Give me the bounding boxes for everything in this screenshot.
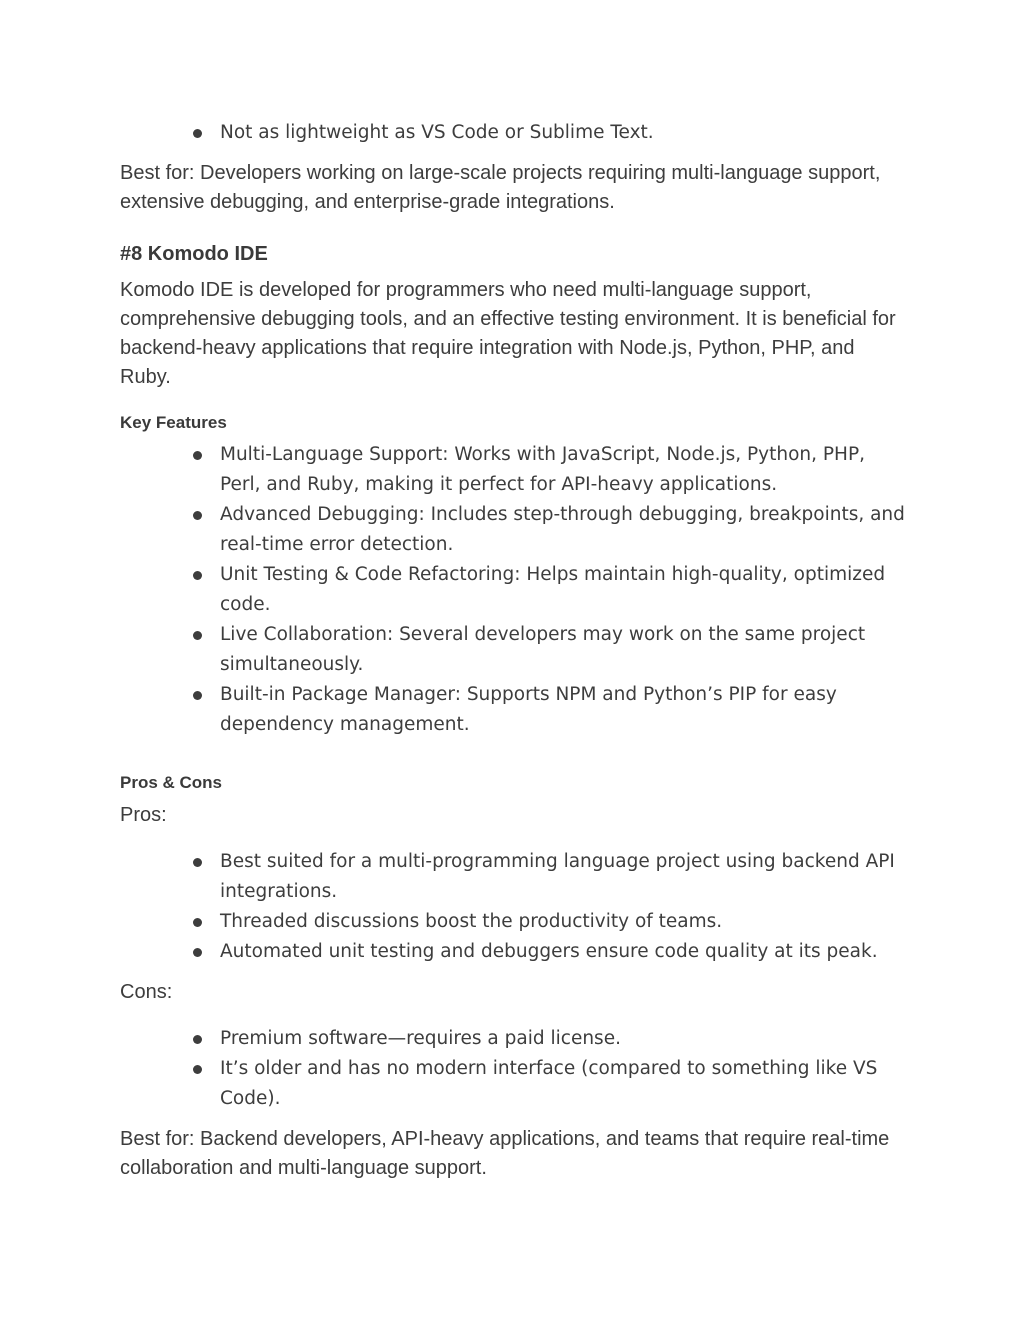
bullet-icon	[193, 948, 202, 957]
list-item	[0, 500, 910, 560]
list-item-text: Best suited for a multi-programming language project using backend API integrations.	[220, 851, 895, 902]
pros-list	[0, 847, 1024, 967]
list-item-text: Live Collaboration: Several developers may work on the same project simultaneously.	[220, 624, 866, 675]
list-item-text: Multi-Language Support: Works with JavaScript, Node.js, Python, PHP, Perl, and Ruby, making it perfect for API-heavy applications.	[220, 444, 866, 495]
list-item	[0, 560, 910, 620]
section-title: #8 Komodo IDE	[120, 243, 268, 265]
intro-paragraph: Komodo IDE is developed for programmers who need multi-language support, comprehensive debugging tools, and an effective testing environment. It is beneficial for backend-heavy applications that require integration with Node.js, Python, PHP, and Ruby.	[120, 279, 896, 388]
list-item	[0, 440, 910, 500]
list-item	[0, 1054, 910, 1114]
list-item	[0, 680, 910, 740]
key-features-heading: Key Features	[120, 413, 227, 432]
bullet-icon	[193, 631, 202, 640]
bullet-icon	[193, 858, 202, 867]
bullet-icon	[193, 1065, 202, 1074]
bullet-icon	[193, 571, 202, 580]
list-item	[0, 907, 910, 937]
list-item-text: Unit Testing & Code Refactoring: Helps maintain high-quality, optimized code.	[220, 564, 886, 615]
list-item-text: Not as lightweight as VS Code or Sublime Text.	[220, 122, 654, 143]
previous-cons-list	[0, 118, 1024, 148]
list-item-text: It’s older and has no modern interface (compared to something like VS Code).	[220, 1058, 878, 1109]
list-item	[0, 937, 910, 967]
list-item	[0, 620, 910, 680]
bullet-icon	[193, 918, 202, 927]
best-for-paragraph: Best for: Developers working on large-scale projects requiring multi-language support, extensive debugging, and enterprise-grade integrations.	[120, 162, 881, 213]
cons-list	[0, 1024, 1024, 1114]
bullet-icon	[193, 1035, 202, 1044]
bullet-icon	[193, 691, 202, 700]
list-item	[0, 118, 910, 148]
list-item-text: Automated unit testing and debuggers ensure code quality at its peak.	[220, 941, 878, 962]
list-item-text: Built-in Package Manager: Supports NPM and Python’s PIP for easy dependency management.	[220, 684, 837, 735]
pros-cons-heading: Pros & Cons	[120, 773, 223, 792]
list-item-text: Threaded discussions boost the productivity of teams.	[220, 911, 723, 932]
bullet-icon	[193, 511, 202, 520]
bullet-icon	[193, 451, 202, 460]
list-item	[0, 1024, 910, 1054]
list-item-text: Advanced Debugging: Includes step-through debugging, breakpoints, and real-time error detection.	[220, 504, 905, 555]
best-for-paragraph: Best for: Backend developers, API-heavy applications, and teams that require real-time collaboration and multi-language support.	[120, 1128, 890, 1179]
pros-label: Pros:	[120, 804, 167, 826]
bullet-icon	[193, 129, 202, 138]
cons-label: Cons:	[120, 981, 173, 1003]
features-list	[0, 440, 1024, 740]
list-item	[0, 847, 910, 907]
list-item-text: Premium software—requires a paid license.	[220, 1028, 621, 1049]
